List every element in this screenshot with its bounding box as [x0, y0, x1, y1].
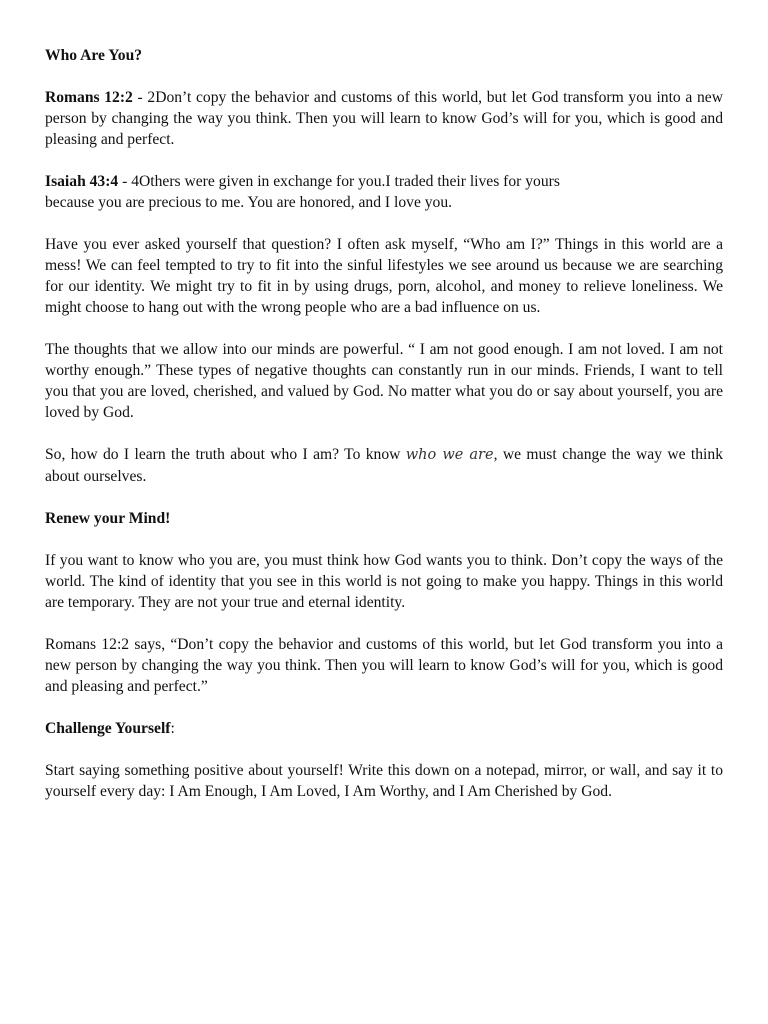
challenge-heading-suffix: : — [170, 720, 175, 737]
isaiah-reference: Isaiah 43:4 — [45, 173, 119, 190]
challenge-heading: Challenge Yourself — [45, 720, 171, 737]
romans-text: 2Don’t copy the behavior and customs of this world, but let God transform you into a new person by changing the way you think. Then you will learn to know God’s will for you, which is good and pleasing and perfect. — [45, 89, 723, 148]
document-title: Who Are You? — [45, 47, 143, 64]
paragraph-romans-quote: Romans 12:2 says, “Don’t copy the behavior and customs of this world, but let God transform you into a new person by changing the way you think. Then you will learn to know God’s will for you, which is good and pleasing and perfect.” — [45, 636, 723, 695]
truth-text-after: , we must change the way we think about ourselves. — [45, 446, 723, 485]
isaiah-line-2: because you are precious to me. You are honored, and I love you. — [45, 194, 453, 211]
paragraph-renew: If you want to know who you are, you must think how God wants you to think. Don’t copy the ways of the world. The kind of identity that you see in this world is not going to make you happy. Things in this world are temporary. They are not your true and eternal identity. — [45, 552, 723, 611]
paragraph-challenge: Start saying something positive about yourself! Write this down on a notepad, mirror, or wall, and say it to yourself every day: I Am Enough, I Am Loved, I Am Worthy, and I Am Cherished by God. — [45, 762, 723, 800]
paragraph-thoughts: The thoughts that we allow into our minds are powerful. “ I am not good enough. I am not loved. I am not worthy enough.” These types of negative thoughts can constantly run in our minds. Friends, I want to tell you that you are loved, cherished, and valued by God. No matter what you do or say about yourself, you are loved by God. — [45, 341, 723, 421]
paragraph-truth — [45, 444, 723, 487]
romans-reference: Romans 12:2 — [45, 89, 133, 106]
truth-text-italic: who we are — [405, 447, 494, 463]
paragraph-identity-question: Have you ever asked yourself that question? I often ask myself, “Who am I?” Things in this world are a mess! We can feel tempted to try to fit into the sinful lifestyles we see around us because we are searching for our identity. We might try to fit in by using drugs, porn, alcohol, and money to relieve loneliness. We might choose to hang out with the wrong people who are a bad influence on us. — [45, 236, 723, 316]
isaiah-line-1: 4Others were given in exchange for you.I traded their lives for yours — [131, 173, 560, 190]
document-page — [45, 45, 723, 823]
isaiah-separator: - — [118, 173, 132, 190]
renew-heading: Renew your Mind! — [45, 510, 171, 527]
isaiah-verse — [45, 171, 723, 213]
romans-verse — [45, 87, 723, 150]
romans-separator: - — [132, 89, 148, 106]
challenge-heading-line — [45, 718, 723, 739]
truth-text-before: So, how do I learn the truth about who I am? To know — [45, 446, 406, 463]
